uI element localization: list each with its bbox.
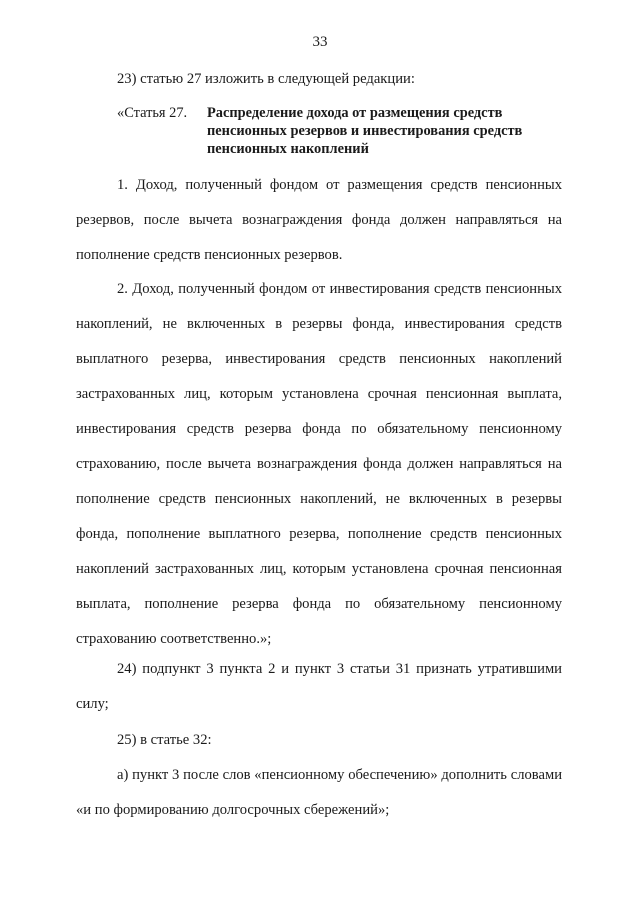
article-item-1: 1. Доход, полученный фондом от размещения средств пенсионных резервов, после вычета вознаграждения фонда должен направляться на пополнение средств пенсионных резервов. [76, 177, 562, 263]
article-label: «Статья 27. [117, 105, 188, 121]
paragraph-25: 25) в статье 32: [117, 732, 212, 748]
article-item-2: 2. Доход, полученный фондом от инвестирования средств пенсионных накоплений, не включенных в резервы фонда, инвестирования средств выплатного резерва, инвестирования средств пенсионных накоплений застрахованных лиц, которым установлена срочная пенсионная выплата, инвестирования средств резерва фонда по обязательному пенсионному страхованию, после вычета вознаграждения фонда должен направляться на пополнение средств пенсионных накоплений, не включенных в резервы фонда, пополнение выплатного резерва, пополнение средств пенсионных накоплений застрахованных лиц, которым установлена срочная пенсионная выплата, пополнение резерва фонда по обязательному пенсионному страхованию соответственно.»; [76, 281, 562, 647]
paragraph-23: 23) статью 27 изложить в следующей редакции: [117, 71, 415, 87]
page-number: 33 [312, 34, 328, 50]
article-heading [117, 104, 562, 158]
paragraph-25a: а) пункт 3 после слов «пенсионному обеспечению» дополнить словами «и по формированию долгосрочных сбережений»; [76, 767, 562, 818]
paragraph-24: 24) подпункт 3 пункта 2 и пункт 3 статьи 31 признать утратившими силу; [76, 661, 562, 712]
article-title: Распределение дохода от размещения средств пенсионных резервов и инвестирования средств пенсионных накоплений [207, 105, 523, 157]
